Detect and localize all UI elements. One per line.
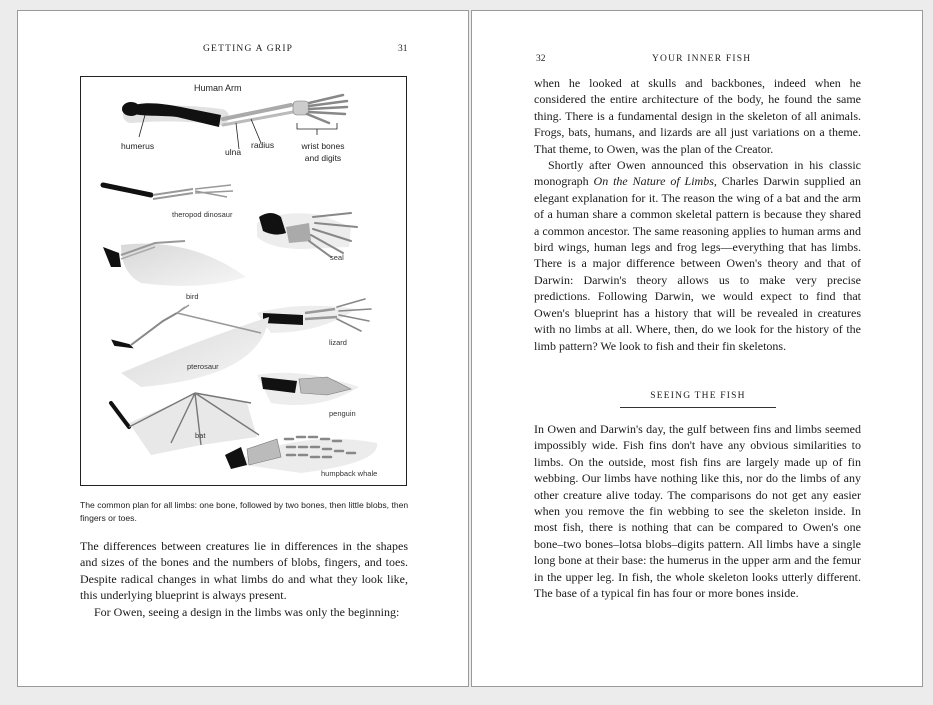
figure-title: Human Arm (194, 83, 242, 93)
label-penguin: penguin (329, 409, 356, 418)
left-body-text (80, 538, 408, 620)
running-head-left: GETTING A GRIP (203, 44, 294, 54)
limb-illustrations (81, 77, 407, 486)
label-theropod: theropod dinosaur (172, 210, 233, 219)
label-wrist-digits (295, 140, 351, 164)
lizard-drawing (257, 299, 371, 333)
running-head-right: YOUR INNER FISH (652, 54, 752, 64)
right-page (471, 10, 923, 687)
bat-drawing (111, 393, 259, 455)
label-wrist-line2: and digits (304, 153, 342, 163)
label-ulna: ulna (225, 147, 242, 157)
theropod-drawing (103, 185, 233, 199)
label-pterosaur: pterosaur (187, 362, 219, 371)
book-title-italic: On the Nature of Limbs, (593, 174, 717, 189)
penguin-drawing (257, 373, 359, 405)
page-number-left: 31 (398, 44, 408, 54)
left-paragraph-2: For Owen, seeing a design in the limbs was only the beginning: (94, 604, 400, 619)
left-paragraph-1: The differences between creatures lie in differences in the shapes and sizes of the bones and the numbers of blobs, fingers, and toes. Despite radical changes in what limbs do and what they look like, this underlying blueprint is always present. (80, 539, 408, 603)
label-bat: bat (195, 431, 206, 440)
label-humpback-whale: humpback whale (321, 469, 378, 478)
label-seal: seal (330, 253, 344, 262)
right-body-text-bottom (534, 421, 861, 601)
pterosaur-drawing (113, 305, 269, 387)
label-humerus: humerus (121, 141, 155, 151)
limb-comparison-figure (80, 76, 407, 486)
right-paragraph-2 (534, 157, 861, 354)
bird-drawing (103, 241, 246, 286)
figure-caption: The common plan for all limbs: one bone, followed by two bones, then little blobs, then fingers or toes. (80, 500, 409, 523)
right-body-text-top (534, 75, 861, 354)
seal-drawing (257, 213, 357, 257)
right-paragraph-3: In Owen and Darwin's day, the gulf between fins and limbs seemed impossibly wide. Fish fins don't have any obvious similarities to limbs. On the outside, most fish fins are largely made up of fin webbing. Our limbs have nothing like this, nor do the limbs of any other creature alive today. The comparisons do not get any easier when you remove the fin webbing to see the skeleton inside. In most fish, there is nothing that can be compared to Owen's one bone–two bones–lotsa blobs–digits pattern. All limbs have a single long bone at their base: the humerus in the upper arm and the femur in the upper leg. In fish, the whole skeleton looks utterly different. The base of a typical fin has four or more bones inside. (534, 422, 861, 601)
label-radius: radius (251, 140, 275, 150)
label-lizard: lizard (329, 338, 347, 347)
section-heading: SEEING THE FISH (620, 391, 776, 408)
label-bird: bird (186, 292, 199, 301)
right-paragraph-1: when he looked at skulls and backbones, indeed when he considered the entire architecture of the body, he found the same thing. There is a fundamental design in the skeleton of all animals. Frogs, bats, humans, and lizards are all just variations on a theme. That theme, to Owen, was the plan of the Creator. (534, 76, 861, 156)
left-page (17, 10, 469, 687)
right-paragraph-2-before: Shortly after Owen announced this observation in his classic monograph (534, 158, 861, 189)
label-wrist-line1: wrist bones (301, 141, 345, 151)
page-number-right: 32 (536, 54, 546, 64)
right-paragraph-2-after: Charles Darwin supplied an elegant explanation for it. The reason the wing of a bat and the arm of a human share a common skeletal pattern is because they shared a common ancestor. The same reasoning applies to human arms and bird wings, human legs and frog legs—everything that has limbs. There is a major difference between Owen's theory and that of Darwin: Darwin's theory allows us to make very precise predictions. Following Darwin, we would expect to find that Owen's blueprint has a history that will be revealed in creatures with no limbs at all. Where, then, do we look for the history of the limb pattern? We look to fish and their fin skeletons. (534, 174, 861, 353)
whale-drawing (225, 437, 377, 473)
